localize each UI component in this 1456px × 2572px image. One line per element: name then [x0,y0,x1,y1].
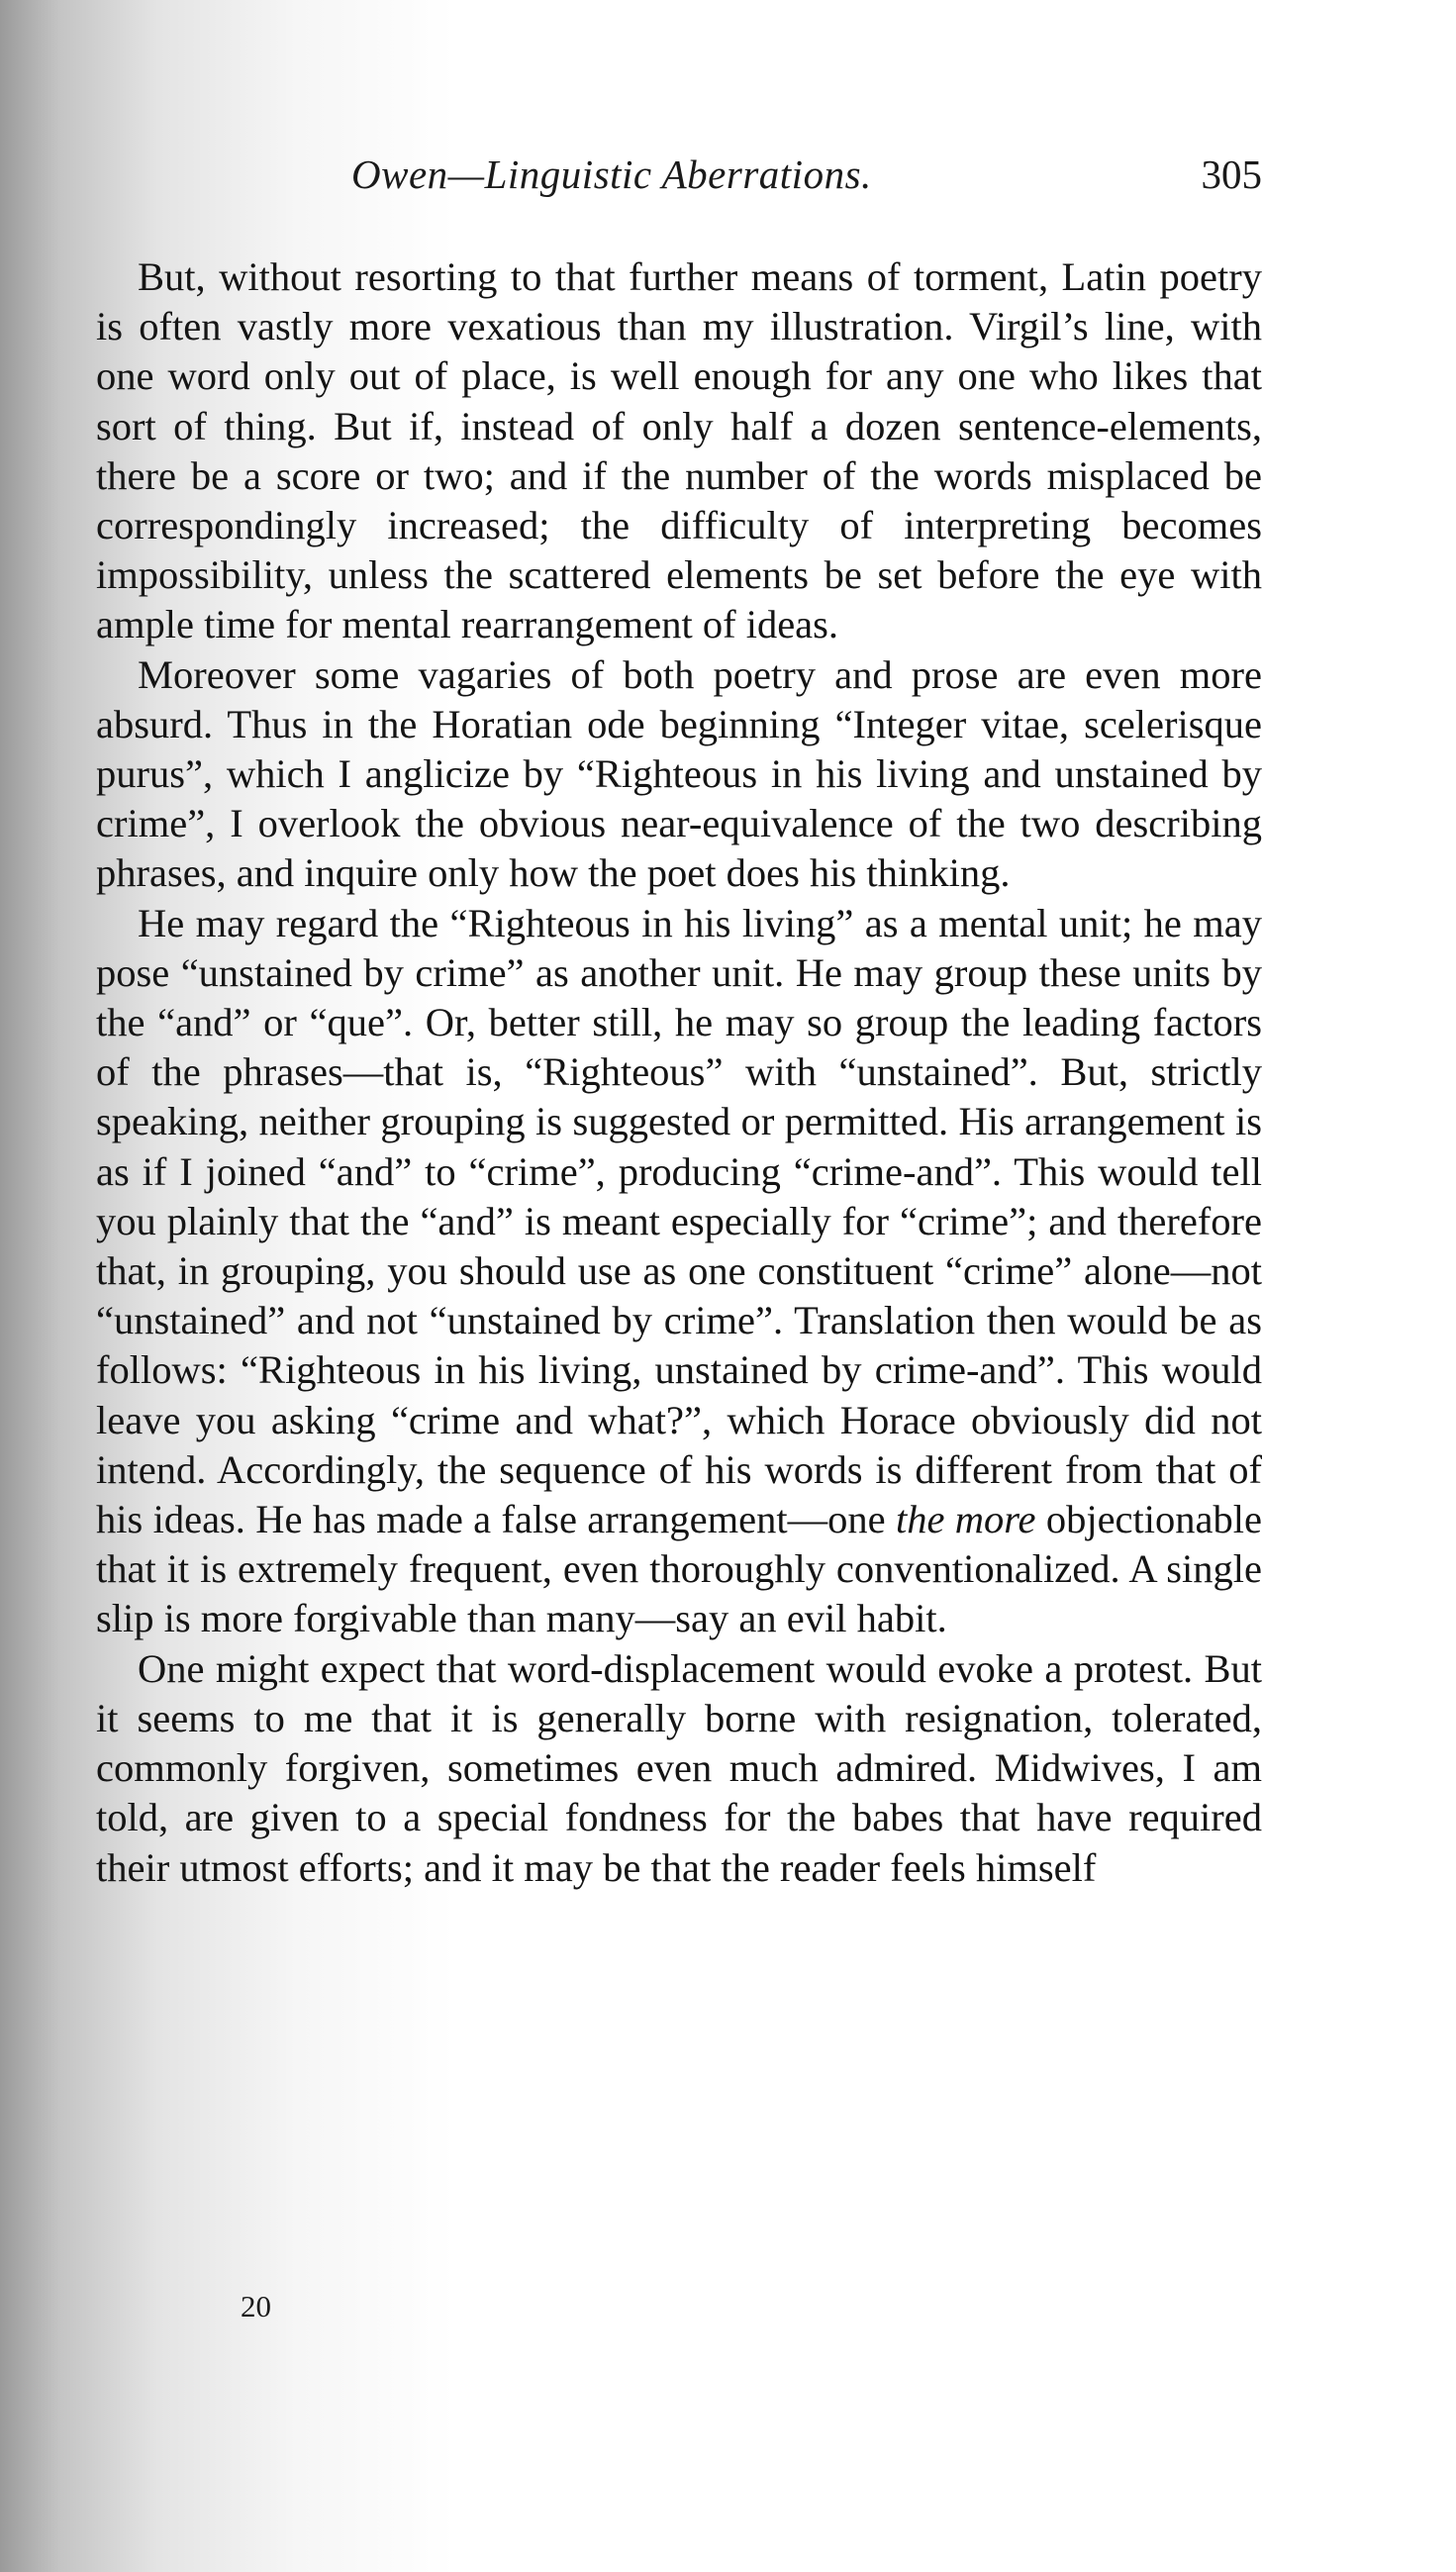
paragraph-2: Moreover some vagaries of both poetry and prose are even more absurd. Thus in the Horatian ode beginning “Integer vitae, scelerisque purus”, which I anglicize by “Righteous in his living and unstained by crime”, I overlook the obvious near-equivalence of the two describing phrases, and inquire only how the poet does his thinking. [96,651,1262,896]
paragraph-3 [96,899,1262,1644]
paragraph-4: One might expect that word-displacement would evoke a protest. But it seems to me that it is generally borne with resignation, tolerated, commonly forgiven, sometimes even much admired. Midwives, I am told, are given to a special fondness for the babes that have required their utmost efforts; and it may be that the reader feels himself [96,1645,1262,1890]
page-number: 305 [1201,151,1262,197]
running-head [99,150,1262,220]
paragraph-3-text-after: objectionable that it is extremely frequent, even thoroughly conventionalized. A single slip is more forgivable than many—say an evil habit. [96,1497,1262,1641]
paragraph-3-text-before: He may regard the “Righteous in his living” as a mental unit; he may pose “unstained by crime” as another unit. He may group these units by the “and” or “que”. Or, better still, he may so group the leading factors of the phrases—that is, “Righteous” with “unstained”. But, strictly speaking, neither grouping is suggested or permitted. His arrangement is as if I joined “and” to “crime”, producing “crime-and”. This would tell you plainly that the “and” is meant especially for “crime”; and therefore that, in grouping, you should use as one constituent “crime” alone—not “unstained” and not “unstained by crime”. Translation then would be as follows: “Righteous in his living, unstained by crime-and”. This would leave you asking “crime and what?”, which Horace obviously did not intend. Accordingly, the sequence of his words is different from that of his ideas. He has made a false arrangement—one [96,900,1262,1542]
signature-mark: 20 [241,2289,271,2324]
paragraph-3-emphasis: the more [895,1497,1036,1542]
body-text [96,252,1262,1893]
paragraph-1: But, without resorting to that further means of torment, Latin poetry is often vastly more vexatious than my illustration. Virgil’s line, with one word only out of place, is well enough for any one who likes that sort of thing. But if, instead of only half a dozen sentence-elements, there be a score or two; and if the number of the words misplaced be correspondingly increased; the difficulty of interpreting becomes impossibility, unless the scattered elements be set before the eye with ample time for mental rearrangement of ideas. [96,254,1262,647]
running-title: Owen—Linguistic Aberrations. [351,151,872,197]
